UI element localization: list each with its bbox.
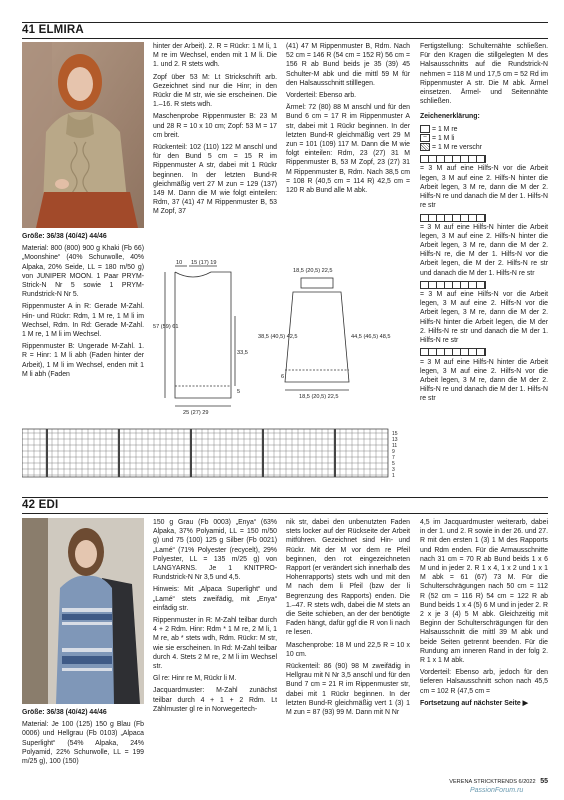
- chart-row-label: 5: [392, 461, 395, 467]
- elmira-column-4: [420, 42, 548, 404]
- dash-box-icon: –: [420, 134, 430, 142]
- rueckenteil-cont: (41) 47 M Rippenmuster B, Rdm. Nach 52 cm = 146 R (54 cm = 152 R) 56 cm = 156 R ab Bund beids je 35 (39) 45 Schulter-M abk und die mittl 59 M für den Halsausschnitt stilllegen.: [286, 43, 410, 87]
- edi-column-1: [22, 708, 144, 769]
- fertigstellung-elmira: Fertigstellung: Schulternähte schließen. Für den Kragen die stillgelegten M des Halsausschnitts auf die Rundstrick-N nehmen = 118 M und 17,5 cm = 52 Rd im Rippenmuster A str. Die M abk. Ärmel einsetzen. Ärmel- und Seitennähte schließen.: [420, 43, 548, 106]
- page-footer: [420, 778, 548, 786]
- magazine-name: VERENA STRICKTRENDS 6/2022: [449, 779, 536, 785]
- rueckenteil-edi: Rückenteil: 86 (90) 98 M zweifädig in Hellgrau mit N Nr 3,5 anschl und für den Bund 7 cm = 21 R im Rippenmuster str, dabei mit 1 Rückr beginnen. In der letzten Bund-R gleichmäßig vert 1 (3) 1 M zun = 87 (93) 99 M. Dann mit N Nr: [286, 663, 410, 717]
- dim-sleeve-right: 44,5 (46,5) 48,5: [351, 334, 391, 340]
- ripp-r-edi: Rippenmuster in R: M-Zahl teilbar durch 4 + 2 Rdm. Hinr: Rdm * 1 M re, 2 M li, 1 M re, ab * stets wdh, Rdm. Rückr: M str, wie sie erscheinen. In Rd: M-Zahl teilbar durch 4. Stets 2 M re, 2 M li im Wechsel str.: [153, 617, 277, 671]
- material-edi: Material: Je 100 (125) 150 g Blau (Fb 0006) und Hellgrau (Fb 0103) „Alpaca Superlight“ (54% Alpaka, 24% Polyamid, 22% Schurwolle, LL = 199 m/25 g), 100 (150): [22, 721, 144, 766]
- aermel-elmira: Ärmel: 72 (80) 88 M anschl und für den Bund 6 cm = 17 R im Rippenmuster A str, dabei mit 1 Rückr beginnen. In der letzten Bund-R gleichmäßig vert 29 M zun = 101 (109) 117 M. Dann die M wie folgt einteilen: Rdm, 23 (27) 31 M Rippenmuster B, 53 M Zopf, 23 (27) 31 M Rippenmuster B, Rdm. Nach 38,5 cm = 108 R (40,5 cm = 114 R) 42,5 cm = 120 R ab Bund alle M abk.: [286, 104, 410, 195]
- cable-symbol-icon: [420, 281, 486, 289]
- dim-sleeve-bottom: 18,5 (20,5) 22,5: [299, 394, 339, 400]
- dim-sleeve-bund: 6: [281, 374, 285, 380]
- chart-row-label: 7: [392, 455, 395, 461]
- gl-re-edi: Gl re: Hinr re M, Rückr li M.: [153, 675, 237, 683]
- edi-column-3: [286, 518, 410, 720]
- maschenprobe-elmira: Maschenprobe Rippenmuster B: 23 M und 28 R = 10 x 10 cm; Zopf: 53 M = 17 cm breit.: [153, 113, 277, 139]
- dim-back-top-mid: 15 (17) 19: [191, 260, 217, 266]
- section-title-elmira: 41 ELMIRA: [22, 24, 84, 36]
- legend-title: Zeichenerklärung:: [420, 113, 480, 121]
- legend-item-cable-1: = 3 M auf eine Hilfs-N vor die Arbeit legen, 3 M auf eine 2. Hilfs-N hinter die Arbeit legen, 3 M re, dann die M der 2. Hilfs-N re und danach die M der 1. Hilfs-N re str: [420, 155, 548, 210]
- photo-elmira-model: [22, 42, 144, 228]
- hinweis-edi: Hinweis: Mit „Alpaca Superlight“ und „Lamé“ stets zweifädig, mit „Enya“ einfädig str.: [153, 586, 277, 612]
- elmira-column-1: [22, 232, 144, 382]
- legend-item-cable-4: = 3 M auf eine Hilfs-N hinter die Arbeit legen, 3 M auf eine 2. Hilfs-N vor die Arbeit legen, 3 M re, dann die M der 2. Hilfs-N re und danach die M der 1. Hilfs-N re str: [420, 348, 548, 403]
- elmira-column-3: [286, 42, 410, 198]
- dim-collar: 18,5 (20,5) 22,5: [293, 268, 333, 274]
- dim-back-body: 33,5: [237, 350, 248, 356]
- sizes-edi: Größe: 36/38 (40/42) 44/46: [22, 709, 107, 716]
- vorderteil-elmira: Vorderteil: Ebenso arb.: [286, 92, 357, 100]
- maschenprobe-edi: Maschenprobe: 18 M und 22,5 R = 10 x 10 cm.: [286, 641, 410, 658]
- chart-row-label: 9: [392, 449, 395, 455]
- section-title-edi: 42 EDI: [22, 499, 59, 511]
- elmira-schematic: [153, 258, 413, 418]
- ripp-a-elmira: Rippenmuster A in R: Gerade M-Zahl. Hin- und Rückr: Rdm, 1 M re, 1 M li im Wechsel, Rdm. In Rd: Gerade M-Zahl. 1 M re, 1 M li im Wechsel.: [22, 303, 144, 339]
- legend-item-cable-2: = 3 M auf eine Hilfs-N hinter die Arbeit legen, 3 M auf eine 2. Hilfs-N hinter die Arbeit legen, 3 M re, dann die M der 2. Hilfs-N re, die M der 1. Hilfs-N vor die Arbeit legen, die M der 2. Hilfs-N re str und danach die M der 1. Hilfs-N re str: [420, 213, 548, 277]
- elmira-column-2: [153, 42, 277, 220]
- section-rule-sub: [22, 38, 548, 39]
- legend-item-re: = 1 M re: [420, 125, 548, 134]
- material-edi-cont: 150 g Grau (Fb 0003) „Enya“ (63% Alpaka, 37% Polyamid, LL = 150 m/50 g) und 75 (100) 125 g Silber (Fb 0021) „Lamé“ (71% Polyester (recycelt), 29% Polyester, LL = 135 m/25 g) von LANGYARNS. Je 1 KNITPRO-Rundstrick-N Nr 3,5 und 4,5.: [153, 519, 277, 582]
- cable-symbol-icon: [420, 155, 486, 163]
- fortsetzung-link[interactable]: Fortsetzung auf nächster Seite ▶: [420, 699, 528, 707]
- photo-edi-model: [22, 518, 144, 704]
- chart-row-label: 3: [392, 467, 395, 473]
- jacquard-edi-cont: nik str, dabei den unbenutzten Faden stets locker auf der Rückseite der Arbeit mitführen. Gezeichnet sind Hin- und Rückr. Mit der M vor dem re Pfeil beginnen, den rot eingezeichneten Rapport (er verändert sich innerhalb des Hohenrapports) stets wdh und mit den M nach dem li Pfeil (bzw der li Begrenzung des Rapports) enden. Die 1.–47. R stets wdh, dabei die M stets an die Seite schieben, an der der benötigte Faden hängt, dafür ggf die R von li nach re lesen.: [286, 519, 410, 637]
- legend-item-verschr: = 1 M re verschr: [420, 143, 548, 152]
- elmira-cable-chart: [22, 427, 414, 485]
- box-icon: [420, 125, 430, 133]
- chart-row-label: 11: [392, 443, 398, 449]
- material-elmira: Material: 800 (800) 900 g Khaki (Fb 66) „Moonshine“ (40% Schurwolle, 40% Alpaka, 20% Seide, LL = 180 m/50 g) von JUNIPER MOON. 1 Paar PRYM-Strick-N Nr 5 sowie 1 PRYM-Rundstrick-N Nr 5.: [22, 245, 144, 299]
- legend-item-li: – = 1 M li: [420, 134, 548, 143]
- rueckenteil-edi-cont: 4,5 im Jacquardmuster weiterarb, dabei in der 1. und 2. R sowie in der 26. und 27. R mit den ersten 1 (3) 1 M des Rapports und Rdm enden. Für die Armausschnitte nach 31 cm = 70 R ab Bund beids 1 x 6 M und in jeder 2. R 1 x 4, 1 x 2 und 1 x 1 M abk = 61 (67) 73 M. Für die Schulterschrägungen nach 50 cm = 112 R (52 cm = 116 R) 54 cm = 122 R ab Bund beids 1 x 4 (5) 6 M und in jeder 2. R 2 x je 3 (4) 5 M abk. Gleichzeitig mit Beginn der Schulterschrägungen für den Halsausschnitt die mittl 39 M abk und beide Seiten getrennt beenden. Für die Rundung am inneren Rand in der folg 2. R 1 x 1 M abk.: [420, 519, 548, 665]
- dim-back-height: 57 (59) 61: [153, 324, 179, 330]
- dim-back-top-left: 10: [176, 260, 183, 266]
- dim-back-bund: 5: [237, 389, 241, 395]
- ripp-b-cont: hinter der Arbeit). 2. R = Rückr: 1 M li, 1 M re im Wechsel, enden mit 1 M li. Die 1. und 2. R stets wdh.: [153, 43, 277, 69]
- dim-sleeve-left: 38,5 (40,5) 42,5: [258, 334, 298, 340]
- edi-column-2: [153, 518, 277, 717]
- vorderteil-edi: Vorderteil: Ebenso arb, jedoch für den tieferen Halsausschnitt schon nach 45,5 cm = 102 R (47,5 cm =: [420, 669, 548, 695]
- cable-symbol-icon: [420, 214, 486, 222]
- jacquard-edi: Jacquardmuster: M-Zahl zunächst teilbar durch 4 + 1 + 2 Rdm. Lt Zählmuster gl re in Norwegertech-: [153, 687, 277, 713]
- rueckenteil-elmira: Rückenteil: 102 (110) 122 M anschl und für den Bund 5 cm = 15 R im Rippenmuster A str, dabei mit 1 Rückr beginnen. In der letzten Bund-R gleichmäßig vert 27 M zun = 129 (137) 149 M. Dann die M wie folgt einteilen: Rdm, 37 (41) 47 M Rippenmuster B, 53 M Zopf, 37: [153, 144, 277, 216]
- section2-rule-top: [22, 497, 548, 498]
- cable-symbol-icon: [420, 348, 486, 356]
- chart-row-label: 13: [392, 437, 398, 443]
- section-rule-top: [22, 22, 548, 23]
- chart-row-label: 15: [392, 431, 398, 437]
- sizes-elmira: Größe: 36/38 (40/42) 44/46: [22, 233, 107, 240]
- ripp-b-elmira: Rippenmuster B: Ungerade M-Zahl. 1. R = Hinr: 1 M li abh (Faden hinter der Arbeit), 1 M li im Wechsel, enden mit 1 M li abh (Faden: [22, 343, 144, 378]
- edi-column-4: [420, 518, 548, 711]
- cross-box-icon: [420, 143, 430, 151]
- zopf-elmira: Zopf über 53 M: Lt Strickschrift arb. Gezeichnet sind nur die Hinr; in den Rückr die M str, wie sie erscheinen. Die 1.–16. R stets wdh.: [153, 73, 277, 109]
- legend-item-cable-3: = 3 M auf eine Hilfs-N vor die Arbeit legen, 3 M auf eine 2. Hilfs-N vor die Arbeit legen, 3 M re, dann die M der 2. Hilfs-N hinter die Arbeit legen, die M der 2. Hilfs-N re str und danach die M der 1. Hilfs-N re str: [420, 281, 548, 345]
- page-number: 55: [540, 778, 548, 785]
- chart-row-label: 1: [392, 473, 395, 479]
- dim-back-width: 25 (27) 29: [183, 410, 209, 416]
- watermark: PassionForum.ru: [470, 787, 524, 794]
- section2-rule-sub: [22, 513, 548, 514]
